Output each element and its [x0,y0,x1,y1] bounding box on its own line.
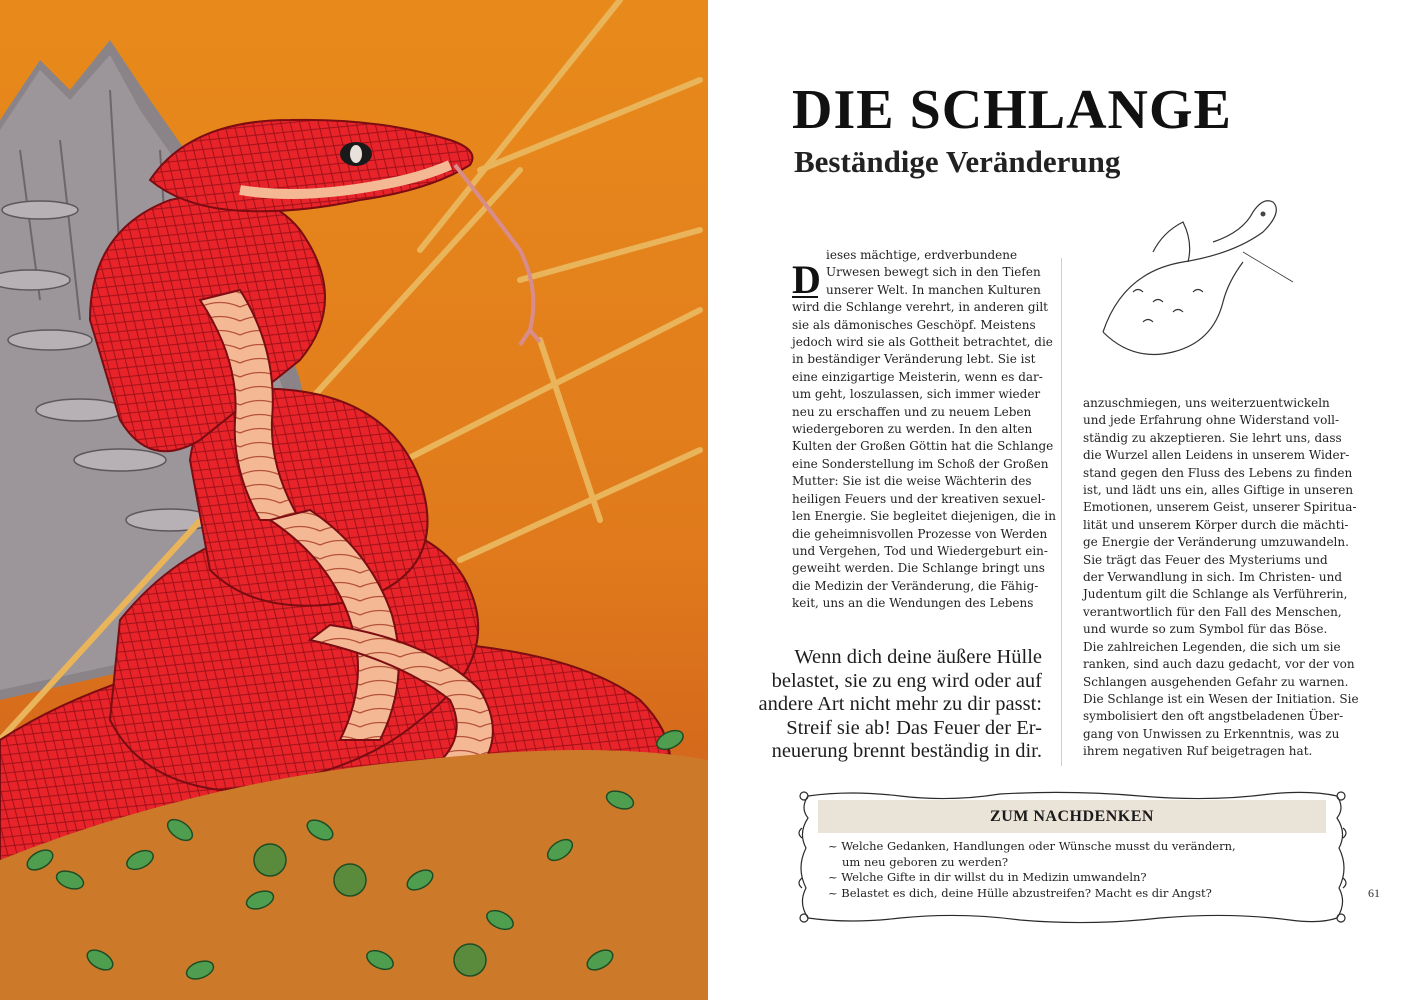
text-line: neu zu erschaffen und zu neuem Leben [792,404,1032,419]
text-line: die Medizin der Veränderung, die Fähig- [792,578,1039,593]
list-item-line: um neu geboren zu werden? [842,854,1009,869]
text-line: jedoch wird sie als Gottheit betrachtet, die [792,335,1053,350]
article-page [708,0,1417,1000]
text-line: Kulten der Großen Göttin hat die Schlange [792,439,1054,454]
body-column-left [792,247,1056,613]
text-line: ieses mächtige, erdverbundene [826,248,1018,262]
text-line: ihrem negativen Ruf beigetragen hat. [1083,744,1313,759]
text-line: unserer Welt. In manchen Kulturen [826,282,1041,297]
list-item-line: ~ Welche Gifte in dir willst du in Medizin umwandeln? [828,870,1147,884]
list-item [828,839,1328,870]
text-line: lität und unserem Körper durch die mächti- [1083,517,1349,532]
text-line: Die Schlange ist ein Wesen der Initiation. Sie [1083,691,1359,706]
text-line: Die zahlreichen Legenden, die sich um sie [1083,639,1341,654]
text-line: verantwortlich für den Fall des Menschen, [1083,604,1342,619]
text-line: Urwesen bewegt sich in den Tiefen [826,265,1041,280]
column-divider [1061,258,1062,766]
article-title: DIE SCHLANGE [792,79,1232,141]
body-column-right [1083,395,1359,761]
text-line: keit, uns an die Wendungen des Lebens [792,596,1034,611]
text-line: sie als dämonisches Geschöpf. Meistens [792,317,1036,332]
text-line: symbolisiert den oft angstbeladenen Über- [1083,709,1344,724]
text-line: eine einzigartige Meisterin, wenn es dar- [792,369,1043,384]
list-item [828,886,1328,902]
text-line: Sie trägt das Feuer des Mysteriums und [1083,552,1328,567]
text-line: in beständiger Veränderung lebt. Sie ist [792,352,1036,367]
text-line: heiligen Feuers und der kreativen sexuel- [792,491,1046,506]
text-line: Mutter: Sie ist die weise Wächterin des [792,474,1032,489]
text-line: Schlangen ausgehenden Gefahr zu warnen. [1083,674,1349,689]
reflection-box [790,788,1355,928]
list-item-line: ~ Belastet es dich, deine Hülle abzustreifen? Macht es dir Angst? [828,885,1212,900]
text-line: ge Energie der Veränderung umzuwandeln. [1083,535,1349,550]
reflection-heading: ZUM NACHDENKEN [818,800,1326,833]
snake-illustration [0,0,708,1000]
quote-line: andere Art nicht mehr zu dir passt: [758,693,1042,715]
text-line: und jede Erfahrung ohne Widerstand voll- [1083,413,1340,428]
text-line: ist, und lädt uns ein, alles Giftige in unseren [1083,483,1354,498]
text-line: Judentum gilt die Schlange als Verführerin, [1083,587,1348,602]
text-line: die Wurzel allen Leidens in unserem Wider- [1083,448,1350,463]
quote-line: neuerung brennt beständig in dir. [771,740,1042,762]
text-line: wird die Schlange verehrt, in anderen gilt [792,300,1049,315]
reflection-list [828,839,1328,901]
text-line: Emotionen, unserem Geist, unserer Spiritua- [1083,500,1357,515]
text-line: len Energie. Sie begleitet diejenigen, die in [792,509,1056,524]
text-line: geweiht werden. Die Schlange bringt uns [792,561,1045,576]
text-line: und wurde so zum Symbol für das Böse. [1083,622,1328,637]
text-line: anzuschmiegen, uns weiterzuentwickeln [1083,396,1330,410]
text-line: der Verwandlung in sich. Im Christen- und [1083,570,1343,585]
quote-line: Wenn dich deine äußere Hülle [794,646,1042,668]
text-line: und Vergehen, Tod und Wiedergeburt ein- [792,543,1048,558]
text-line: wiedergeboren zu werden. In den alten [792,422,1033,437]
text-line: ranken, sind auch dazu gedacht, vor der von [1083,657,1355,672]
quote-line: Streif sie ab! Das Feuer der Er- [786,716,1042,739]
quote-line: belastet, sie zu eng wird oder auf [771,669,1042,692]
page-number: 61 [1368,886,1380,900]
article-subtitle: Beständige Veränderung [794,144,1121,179]
text-line: die geheimnisvollen Prozesse von Werden [792,526,1048,541]
text-line: eine Sonderstellung im Schoß der Großen [792,456,1049,471]
list-item-line: ~ Welche Gedanken, Handlungen oder Wünsche musst du verändern, [828,839,1236,853]
text-line: gang von Unwissen zu Erkenntnis, was zu [1083,726,1340,741]
text-line: um geht, loszulassen, sich immer wieder [792,387,1041,402]
snake-sketch [1093,192,1303,382]
dropcap: D [792,257,821,302]
text-line: stand gegen den Fluss des Lebens zu finden [1083,465,1353,480]
pull-quote [758,646,1042,764]
text-line: ständig zu akzeptieren. Sie lehrt uns, dass [1083,430,1342,445]
list-item [828,870,1328,886]
